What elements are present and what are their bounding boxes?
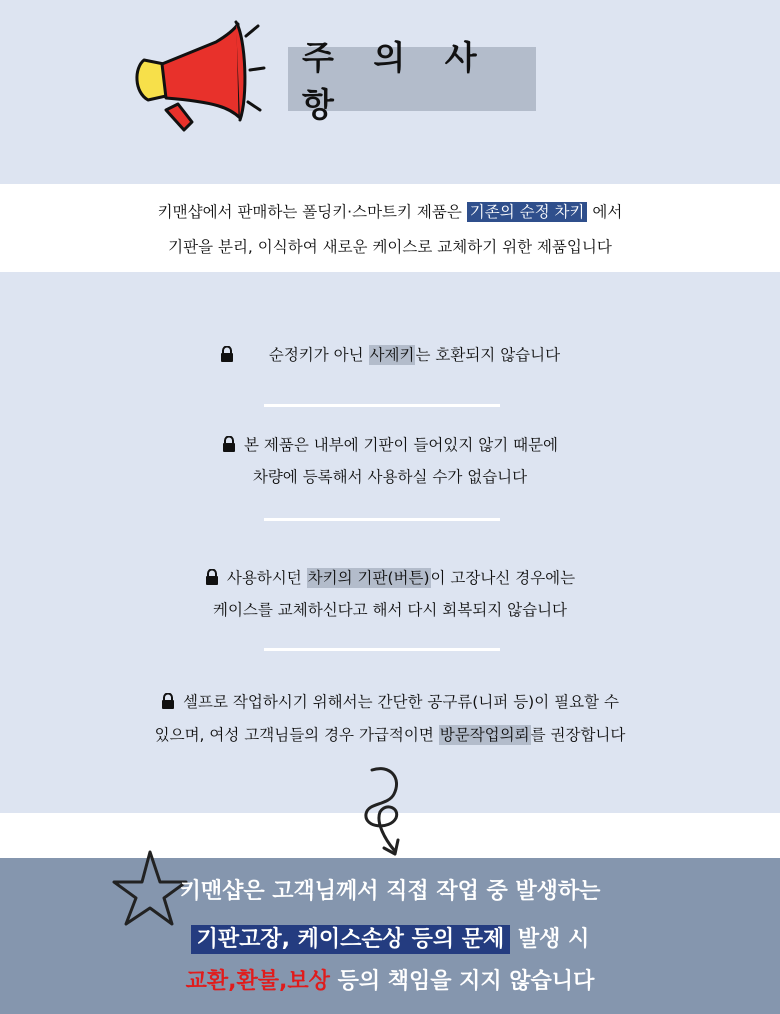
divider — [264, 518, 500, 521]
notice-4-line-2 — [0, 724, 780, 746]
disclaimer-line-1 — [0, 877, 780, 907]
intro-line-2 — [0, 236, 780, 258]
intro-highlight: 기존의 순정 차키 — [467, 202, 588, 222]
notice-3-text: 사용하시던 — [226, 569, 307, 587]
notice-1-text: 순정키가 아닌 — [268, 346, 369, 364]
intro-text: 키맨샵에서 판매하는 폴딩키·스마트키 제품은 — [157, 203, 467, 221]
notice-1-text-tail: 는 호환되지 않습니다 — [415, 346, 561, 364]
lock-icon — [222, 436, 236, 452]
disclaimer-red-text: 교환,환불,보상 — [185, 969, 330, 994]
notice-2-text-1: 본 제품은 내부에 기판이 들어있지 않기 때문에 — [243, 436, 559, 454]
title-box — [288, 38, 536, 124]
lock-icon — [161, 693, 175, 709]
notice-1 — [0, 344, 780, 366]
divider — [264, 404, 500, 407]
notice-3-line-2 — [0, 599, 780, 621]
megaphone-icon — [126, 18, 276, 138]
notice-1-highlight: 사제키 — [369, 346, 415, 364]
squiggle-arrow-icon — [350, 764, 420, 864]
notice-3-text-tail: 이 고장나신 경우에는 — [430, 569, 576, 587]
notice-4-text-2: 있으며, 여성 고객님들의 경우 가급적이면 — [154, 726, 439, 744]
notice-3-text-2: 케이스를 교체하신다고 해서 다시 회복되지 않습니다 — [212, 601, 568, 619]
notice-2-text-2: 차량에 등록해서 사용하실 수가 없습니다 — [252, 468, 528, 486]
notice-4-line-1 — [0, 691, 780, 713]
intro-text-tail: 에서 — [587, 203, 623, 221]
notice-3-highlight: 차키의 기판(버튼) — [307, 569, 430, 587]
notice-4-text-1: 셀프로 작업하시기 위해서는 간단한 공구류(니퍼 등)이 필요할 수 — [183, 693, 619, 711]
notice-4-highlight: 방문작업의뢰 — [439, 726, 530, 744]
intro-text-2: 기판을 분리, 이식하여 새로운 케이스로 교체하기 위한 제품입니다 — [168, 238, 612, 256]
notice-3-line-1 — [0, 567, 780, 589]
intro-line-1 — [0, 201, 780, 223]
notice-2-line-1 — [0, 434, 780, 456]
disclaimer-line-2 — [0, 925, 780, 955]
divider — [264, 648, 500, 651]
notice-4-text-tail: 를 권장합니다 — [530, 726, 626, 744]
lock-icon — [220, 346, 234, 362]
page-title: 주 의 사 항 — [302, 38, 491, 124]
notice-2-line-2 — [0, 466, 780, 488]
disclaimer-line-3 — [0, 967, 780, 997]
lock-icon — [205, 569, 219, 585]
disclaimer-highlight: 기판고장, 케이스손상 등의 문제 — [191, 925, 511, 954]
intro-band — [0, 184, 780, 272]
disclaimer-text-3: 등의 책임을 지지 않습니다 — [329, 969, 595, 994]
disclaimer-text-2: 발생 시 — [510, 927, 590, 952]
disclaimer-text-1: 키맨샵은 고객님께서 직접 작업 중 발생하는 — [179, 879, 601, 904]
